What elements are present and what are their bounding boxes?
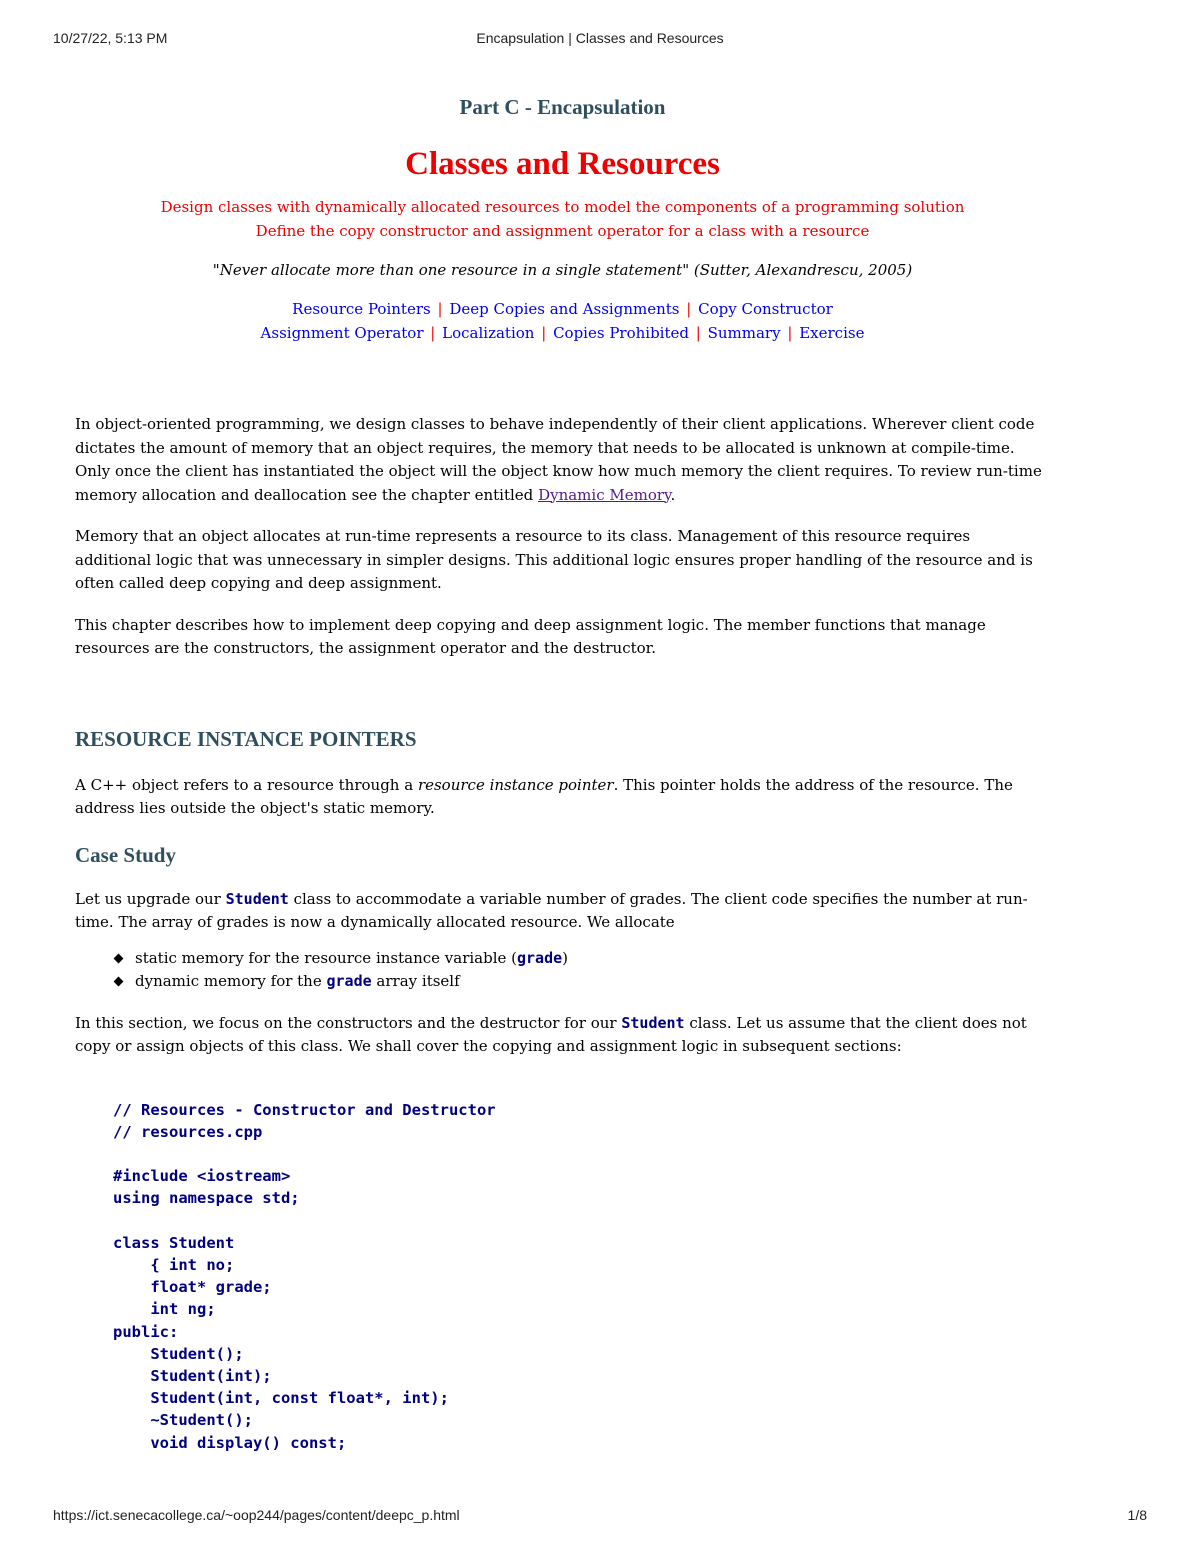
- nav-separator: |: [437, 300, 443, 318]
- code-line: #include <iostream>: [113, 1167, 291, 1186]
- nav-link-copy-constructor[interactable]: Copy Constructor: [698, 300, 833, 318]
- code-line: float* grade;: [113, 1278, 272, 1297]
- section-heading: RESOURCE INSTANCE POINTERS: [75, 726, 417, 751]
- code-line: [113, 1210, 1050, 1232]
- list-item: [135, 970, 1050, 994]
- intro-paragraph-1-text: In object-oriented programming, we design classes to behave independently of their client applications. Wherever client code dictates the amount of memory that an object requires, the memory that needs to be allocated is unknown at compile-time. Only once the client has instantiated the object will the object know how much memory the client requires. To review run-time memory allocation and deallocation see the chapter entitled: [75, 415, 1042, 504]
- quote-source: (Sutter, Alexandrescu, 2005): [689, 261, 913, 279]
- nav-separator: |: [541, 324, 547, 342]
- code-line: ~Student();: [113, 1411, 253, 1430]
- nav-link-copies-prohibited[interactable]: Copies Prohibited: [553, 324, 689, 342]
- code-line: int ng;: [113, 1300, 216, 1319]
- chapter-nav-row-2: [75, 321, 1050, 345]
- case-study-p2-start: In this section, we focus on the constructors and the destructor for our: [75, 1013, 622, 1032]
- quote-text: "Never allocate more than one resource in a single statement": [212, 261, 690, 279]
- code-line: [113, 1143, 1050, 1165]
- nav-link-localization[interactable]: Localization: [442, 324, 535, 342]
- quote: [75, 261, 1050, 279]
- code-student: Student: [621, 1013, 685, 1032]
- objective-1: Design classes with dynamically allocated resources to model the components of a programming solution: [160, 198, 965, 216]
- case-study-p1-start: Let us upgrade our: [75, 889, 226, 908]
- code-grade: grade: [326, 972, 372, 990]
- bullet-icon: [114, 977, 124, 987]
- section-paragraph-emphasis: resource instance pointer: [417, 775, 614, 794]
- nav-link-deep-copies[interactable]: Deep Copies and Assignments: [449, 300, 680, 318]
- code-block: [113, 1099, 1050, 1454]
- learning-objectives: [75, 195, 1050, 243]
- page-content: [75, 95, 1050, 1454]
- intro-paragraph-3: This chapter describes how to implement deep copying and deep assignment logic. The member functions that manage resources are the constructors, the assignment operator and the destructor.: [75, 615, 986, 657]
- nav-separator: |: [787, 324, 793, 342]
- case-study-paragraph-2: [75, 1012, 1050, 1059]
- section-paragraph: [75, 774, 1050, 821]
- intro-paragraph-1-end: .: [670, 485, 676, 504]
- case-study-p1-end: class to accommodate a variable number of grades. The client code specifies the number at run-time. The array of grades is now a dynamically allocated resource. We allocate: [75, 889, 1028, 931]
- print-header: [53, 30, 1147, 50]
- code-line: // resources.cpp: [113, 1122, 263, 1141]
- print-page-title: Encapsulation | Classes and Resources: [476, 30, 724, 46]
- allocation-list: [75, 947, 1050, 994]
- list-item-text-end: array itself: [371, 972, 460, 990]
- code-line: // Resources - Constructor and Destructor: [113, 1100, 496, 1119]
- code-line: { int no;: [113, 1255, 235, 1274]
- print-url: https://ict.senecacollege.ca/~oop244/pages/content/deepc_p.html: [53, 1507, 460, 1523]
- nav-link-summary[interactable]: Summary: [707, 324, 781, 342]
- code-line: Student(int, const float*, int);: [113, 1389, 449, 1408]
- case-study-p2-end: class. Let us assume that the client does not copy or assign objects of this class. We shall cover the copying and assignment logic in subsequent sections:: [75, 1013, 1027, 1055]
- print-page-number: 1/8: [1127, 1507, 1147, 1523]
- case-study-paragraph-1: [75, 888, 1050, 935]
- print-footer: [53, 1507, 1147, 1527]
- nav-link-assignment-operator[interactable]: Assignment Operator: [260, 324, 424, 342]
- code-line: void display() const;: [113, 1433, 347, 1452]
- intro-paragraph-2: Memory that an object allocates at run-time represents a resource to its class. Management of this resource requires additional logic that was unnecessary in simpler designs. This additional logic ensures proper handling of the resource and is often called deep copying and deep assignment.: [75, 527, 1033, 592]
- nav-separator: |: [695, 324, 701, 342]
- list-item-text-end: ): [562, 948, 569, 967]
- chapter-nav-row-1: [75, 297, 1050, 321]
- part-title: Part C - Encapsulation: [459, 95, 666, 119]
- code-student: Student: [225, 889, 289, 908]
- page-title: Classes and Resources: [405, 146, 720, 182]
- list-item-text-start: dynamic memory for the: [135, 972, 327, 990]
- code-line: class Student: [113, 1233, 235, 1252]
- dynamic-memory-link[interactable]: Dynamic Memory: [538, 485, 671, 504]
- chapter-nav: [75, 297, 1050, 345]
- list-item: [135, 947, 1050, 971]
- code-line: Student();: [113, 1344, 244, 1363]
- case-study-heading: Case Study: [75, 842, 176, 867]
- section-paragraph-start: A C++ object refers to a resource through a: [75, 775, 418, 794]
- nav-separator: |: [686, 300, 692, 318]
- nav-link-exercise[interactable]: Exercise: [799, 324, 865, 342]
- list-item-text-start: static memory for the resource instance variable (: [135, 948, 517, 967]
- bullet-icon: [114, 953, 124, 963]
- nav-link-resource-pointers[interactable]: Resource Pointers: [292, 300, 431, 318]
- nav-separator: |: [430, 324, 436, 342]
- code-line: public:: [113, 1322, 179, 1341]
- code-line: using namespace std;: [113, 1189, 300, 1208]
- code-line: Student(int);: [113, 1366, 272, 1385]
- print-datetime: 10/27/22, 5:13 PM: [53, 30, 168, 46]
- objective-2: Define the copy constructor and assignment operator for a class with a resource: [255, 222, 870, 240]
- intro-paragraph-1: [75, 413, 1050, 507]
- section-paragraph-end: . This pointer holds the address of the resource. The address lies outside the object's static memory.: [75, 775, 1013, 817]
- code-grade: grade: [517, 948, 563, 967]
